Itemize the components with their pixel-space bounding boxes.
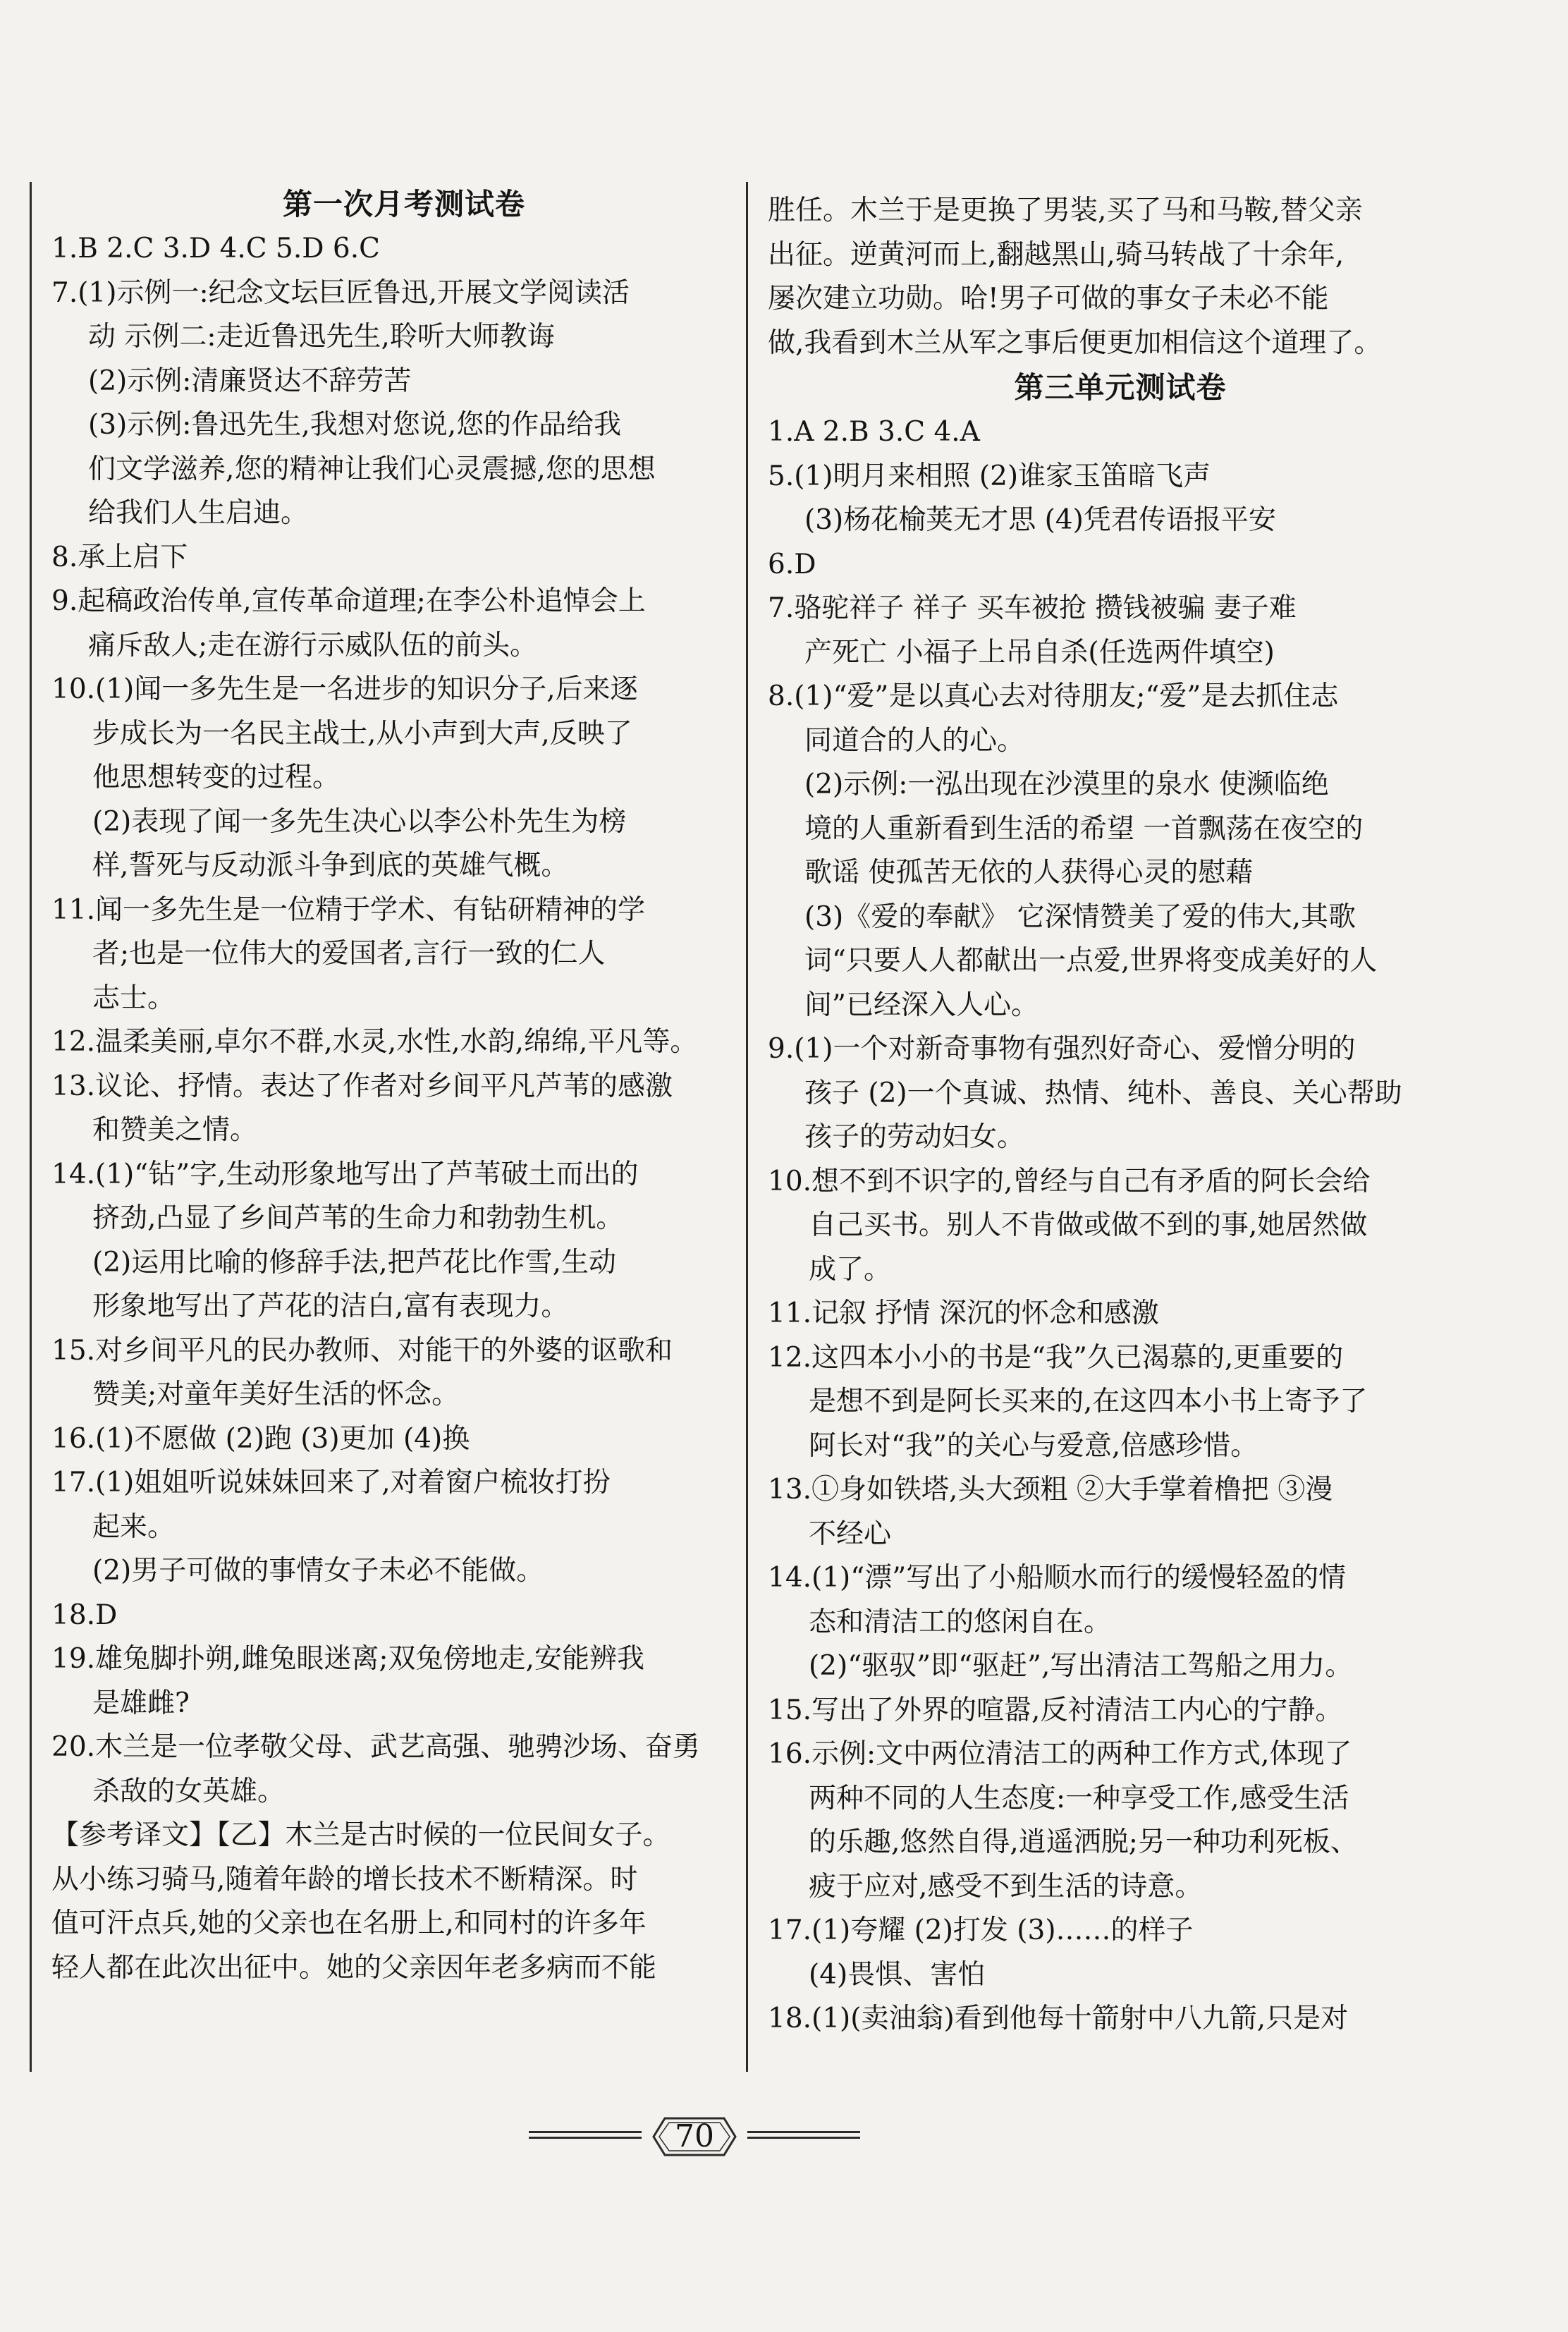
answer-line: 疲于应对,感受不到生活的诗意。 bbox=[809, 1870, 1203, 1903]
answer-line: 18.D bbox=[51, 1599, 118, 1631]
left-column bbox=[30, 182, 757, 2072]
answer-line: (3)《爱的奉献》 它深情赞美了爱的伟大,其歌 bbox=[804, 901, 1356, 933]
answer-line: 8.(1)“爱”是以真心去对待朋友;“爱”是去抓住志 bbox=[768, 680, 1339, 712]
answer-line: 6.D bbox=[768, 548, 816, 580]
right-column bbox=[746, 182, 1473, 2072]
page-number-ornament bbox=[529, 2116, 860, 2158]
answer-line: 杀敌的女英雄。 bbox=[92, 1775, 286, 1807]
answer-line: 20.木兰是一位孝敬父母、武艺高强、驰骋沙场、奋勇 bbox=[51, 1731, 701, 1763]
translation-line: 值可汗点兵,她的父亲也在名册上,和同村的许多年 bbox=[51, 1907, 647, 1939]
answer-line: 孩子 (2)一个真诚、热情、纯朴、善良、关心帮助 bbox=[804, 1077, 1402, 1109]
answer-line: 12.温柔美丽,卓尔不群,水灵,水性,水韵,绵绵,平凡等。 bbox=[51, 1026, 698, 1058]
answer-line: 7.(1)示例一:纪念文坛巨匠鲁迅,开展文学阅读活 bbox=[51, 276, 630, 309]
translation-line: 胜任。木兰于是更换了男装,买了马和马鞍,替父亲 bbox=[768, 195, 1363, 226]
answer-line: 是雄雌? bbox=[92, 1687, 190, 1719]
answer-line: 产死亡 小福子上吊自杀(任选两件填空) bbox=[804, 636, 1275, 669]
answer-line: 动 示例二:走近鲁迅先生,聆听大师教诲 bbox=[88, 321, 555, 353]
answer-line: 13.议论、抒情。表达了作者对乡间平凡芦苇的感激 bbox=[51, 1070, 673, 1102]
section-title-first-monthly-test: 第一次月考测试卷 bbox=[282, 187, 525, 221]
answer-line: 8.承上启下 bbox=[51, 541, 188, 573]
answer-line: 11.闻一多先生是一位精于学术、有钻研精神的学 bbox=[51, 893, 646, 926]
answer-line: 7.骆驼祥子 祥子 买车被抢 攒钱被骗 妻子难 bbox=[768, 592, 1297, 624]
answer-line: 词“只要人人都献出一点爱,世界将变成美好的人 bbox=[804, 945, 1378, 977]
answer-line: 者;也是一位伟大的爱国者,言行一致的仁人 bbox=[92, 938, 606, 970]
answer-line: 歌谣 使孤苦无依的人获得心灵的慰藉 bbox=[804, 857, 1254, 889]
answer-line: 形象地写出了芦花的洁白,富有表现力。 bbox=[92, 1290, 569, 1322]
answer-line: 13.①身如铁塔,头大颈粗 ②大手掌着橹把 ③漫 bbox=[768, 1474, 1333, 1506]
answer-line: 成了。 bbox=[809, 1253, 892, 1286]
translation-line: 轻人都在此次出征中。她的父亲因年老多病而不能 bbox=[51, 1951, 657, 1984]
answer-line: 1.A 2.B 3.C 4.A bbox=[768, 416, 980, 448]
answer-line: 境的人重新看到生活的希望 一首飘荡在夜空的 bbox=[804, 812, 1364, 845]
answer-line: 18.(1)(卖油翁)看到他每十箭射中八九箭,只是对 bbox=[768, 2003, 1349, 2034]
answer-line: 15.写出了外界的喧嚣,反衬清洁工内心的宁静。 bbox=[768, 1694, 1343, 1726]
answer-line: 5.(1)明月来相照 (2)谁家玉笛暗飞声 bbox=[768, 460, 1211, 492]
answer-line: 19.雄兔脚扑朔,雌兔眼迷离;双兔傍地走,安能辨我 bbox=[51, 1643, 644, 1675]
answer-line: 们文学滋养,您的精神让我们心灵震撼,您的思想 bbox=[88, 453, 656, 485]
answer-line: 阿长对“我”的关心与爱意,倍感珍惜。 bbox=[809, 1429, 1258, 1462]
answer-line: 不经心 bbox=[809, 1518, 892, 1550]
answer-line: 痛斥敌人;走在游行示威队伍的前头。 bbox=[88, 629, 538, 661]
answer-line: 自己买书。别人不肯做或做不到的事,她居然做 bbox=[809, 1209, 1368, 1241]
translation-line: 做,我看到木兰从军之事后便更加相信这个道理了。 bbox=[768, 326, 1382, 359]
answer-line: 的乐趣,悠然自得,逍遥洒脱;另一种功利死板、 bbox=[809, 1826, 1358, 1858]
answer-line: 9.起稿政治传单,宣传革命道理;在李公朴追悼会上 bbox=[51, 585, 646, 617]
answer-line: 11.记叙 抒情 深沉的怀念和感激 bbox=[768, 1298, 1159, 1329]
answer-line: 16.示例:文中两位清洁工的两种工作方式,体现了 bbox=[768, 1738, 1352, 1770]
answer-line: (2)表现了闻一多先生决心以李公朴先生为榜 bbox=[92, 805, 627, 838]
answer-line: 给我们人生启迪。 bbox=[88, 497, 309, 529]
answer-line: (2)运用比喻的修辞手法,把芦花比作雪,生动 bbox=[92, 1246, 617, 1278]
page-number: 70 bbox=[675, 2118, 714, 2154]
answer-line: 步成长为一名民主战士,从小声到大声,反映了 bbox=[92, 717, 632, 750]
answer-line: 10.想不到不识字的,曾经与自己有矛盾的阿长会给 bbox=[768, 1165, 1371, 1197]
answer-line: 间”已经深入人心。 bbox=[804, 989, 1039, 1021]
answer-line: 样,誓死与反动派斗争到底的英雄气概。 bbox=[92, 850, 569, 881]
answer-line: 9.(1)一个对新奇事物有强烈好奇心、爱憎分明的 bbox=[768, 1033, 1356, 1065]
answer-line: (2)示例:清廉贤达不辞劳苦 bbox=[88, 365, 412, 397]
answer-line: 挤劲,凸显了乡间芦苇的生命力和勃勃生机。 bbox=[92, 1202, 624, 1234]
answer-line: 12.这四本小小的书是“我”久已渴慕的,更重要的 bbox=[768, 1341, 1344, 1374]
answer-line: 10.(1)闻一多先生是一名进步的知识分子,后来逐 bbox=[51, 673, 638, 705]
answer-line: 17.(1)夸耀 (2)打发 (3)……的样子 bbox=[768, 1915, 1194, 1946]
answer-line: 17.(1)姐姐听说妹妹回来了,对着窗户梳妆打扮 bbox=[51, 1467, 611, 1498]
answer-line: 是想不到是阿长买来的,在这四本小书上寄予了 bbox=[809, 1386, 1368, 1417]
translation-line: 屡次建立功勋。哈!男子可做的事女子未必不能 bbox=[768, 283, 1329, 315]
answer-line: 志士。 bbox=[92, 982, 176, 1014]
translation-line: 从小练习骑马,随着年龄的增长技术不断精深。时 bbox=[51, 1863, 638, 1895]
answer-line: 同道合的人的心。 bbox=[804, 724, 1025, 757]
answer-line: 两种不同的人生态度:一种享受工作,感受生活 bbox=[809, 1782, 1349, 1814]
answer-line: 16.(1)不愿做 (2)跑 (3)更加 (4)换 bbox=[51, 1422, 470, 1455]
answer-line: 和赞美之情。 bbox=[92, 1114, 258, 1146]
answer-line: 赞美;对童年美好生活的怀念。 bbox=[92, 1379, 460, 1410]
translation-line: 出征。逆黄河而上,翻越黑山,骑马转战了十余年, bbox=[768, 238, 1345, 271]
answer-line: (3)杨花榆荚无才思 (4)凭君传语报平安 bbox=[804, 504, 1276, 536]
answer-line: 孩子的劳动妇女。 bbox=[804, 1121, 1025, 1153]
answer-line: 1.B 2.C 3.D 4.C 5.D 6.C bbox=[51, 233, 380, 264]
answer-line: 14.(1)“漂”写出了小船顺水而行的缓慢轻盈的情 bbox=[768, 1562, 1347, 1594]
answer-line: 起来。 bbox=[92, 1510, 176, 1543]
answer-line: (3)示例:鲁迅先生,我想对您说,您的作品给我 bbox=[88, 409, 622, 441]
section-title-unit-three-test: 第三单元测试卷 bbox=[1014, 370, 1227, 405]
answer-line: 15.对乡间平凡的民办教师、对能干的外婆的讴歌和 bbox=[51, 1334, 673, 1367]
answer-line: 14.(1)“钻”字,生动形象地写出了芦苇破土而出的 bbox=[51, 1158, 639, 1190]
answer-line: 他思想转变的过程。 bbox=[92, 762, 341, 793]
answer-line: (2)示例:一泓出现在沙漠里的泉水 使濒临绝 bbox=[804, 769, 1329, 800]
answer-line: 态和清洁工的悠闲自在。 bbox=[809, 1606, 1112, 1638]
answer-line: (2)“驱驭”即“驱赶”,写出清洁工驾船之用力。 bbox=[809, 1650, 1353, 1682]
answer-line: (2)男子可做的事情女子未必不能做。 bbox=[92, 1555, 544, 1587]
translation-line: 【参考译文】【乙】木兰是古时候的一位民间女子。 bbox=[51, 1819, 670, 1851]
answer-line: (4)畏惧、害怕 bbox=[809, 1958, 986, 1991]
